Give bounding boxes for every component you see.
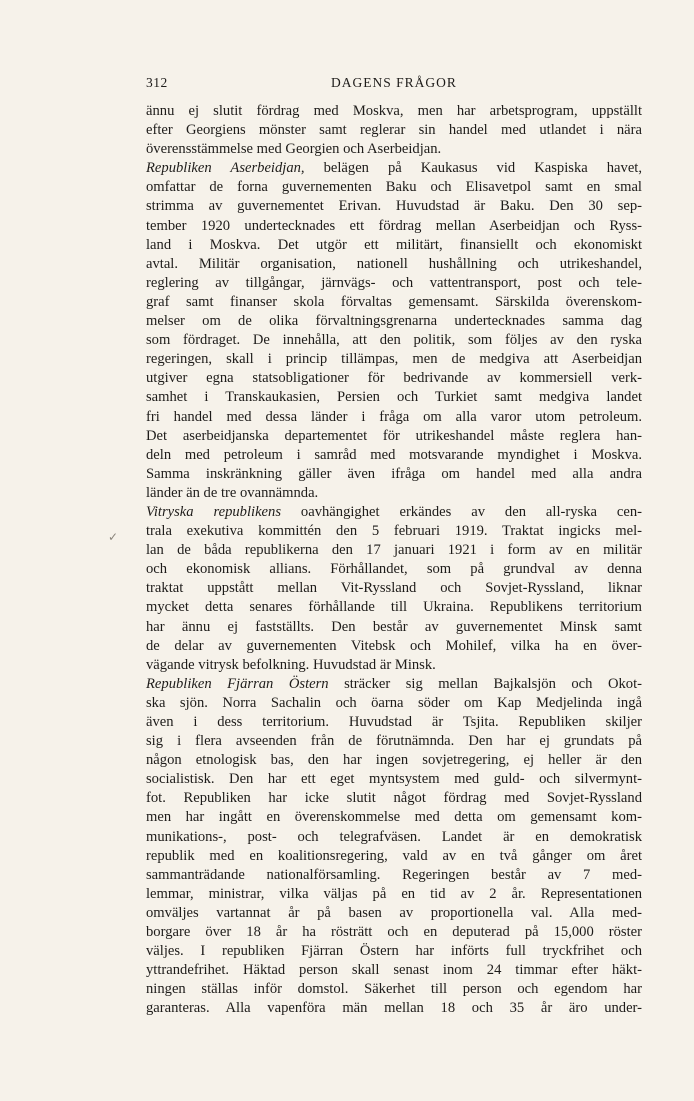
text-line <box>146 618 642 637</box>
line-text: mycket detta senares förhållande till Ukraina. Republikens territorium <box>146 599 642 616</box>
italic-heading: Republiken Aserbeidjan, <box>146 160 305 177</box>
text-line <box>146 598 642 617</box>
text-line <box>146 770 642 789</box>
text-line <box>146 274 642 293</box>
line-text: ningen ställas inför domstol. Säkerhet till person och egendom har <box>146 981 642 998</box>
text-line <box>146 789 642 808</box>
text-line <box>146 331 642 350</box>
line-text: trala exekutiva kommittén den 5 februari 1919. Traktat ingicks mel- <box>146 523 642 540</box>
line-text: överensstämmelse med Georgien och Aserbeidjan. <box>146 141 442 158</box>
text-line <box>146 522 642 541</box>
line-text: avtal. Militär organisation, nationell hushållning och utrikeshandel, <box>146 255 642 272</box>
text-line <box>146 751 642 770</box>
text-line <box>146 465 642 484</box>
text-line <box>146 560 642 579</box>
line-text: omfattar de forna guvernementen Baku och Elisavetpol samt en smal <box>146 179 642 196</box>
text-line <box>146 847 642 866</box>
text-line <box>146 236 642 255</box>
page-number: 312 <box>146 75 168 90</box>
line-text: oavhängighet erkändes av den all-ryska cen- <box>281 503 642 520</box>
line-text: reglering av tillgångar, järnvägs- och vattentransport, post och tele- <box>146 274 642 291</box>
text-line <box>146 159 642 178</box>
text-line <box>146 350 642 369</box>
text-line <box>146 980 642 999</box>
line-text: traktat uppstått mellan Vit-Ryssland och Sovjet-Ryssland, liknar <box>146 580 642 597</box>
line-text: någon etnologisk bas, den har ingen sovjetregering, ej heller är den <box>146 752 642 769</box>
line-text: omväljes vartannat år på basen av proportionella val. Alla med- <box>146 904 642 921</box>
line-text: och ekonomisk allians. Förhållandet, som på grundval av denna <box>146 561 642 578</box>
text-line <box>146 961 642 980</box>
line-text: ännu ej slutit fördrag med Moskva, men har arbetsprogram, uppställt <box>146 103 642 119</box>
line-text: samhet i Transkaukasien, Persien och Turkiet samt medgiva landet <box>146 389 642 406</box>
line-text: fot. Republiken har icke slutit något fördrag med Sovjet-Ryssland <box>146 790 642 807</box>
text-line <box>146 713 642 732</box>
line-text: väljes. I republiken Fjärran Östern har införts full tryckfrihet och <box>146 943 642 960</box>
text-line <box>146 637 642 656</box>
line-text: land i Moskva. Det utgör ett militärt, finansiellt och ekonomiskt <box>146 236 642 253</box>
line-text: länder än de tre ovannämnda. <box>146 484 319 501</box>
line-text: yttrandefrihet. Häktad person skall senast inom 24 timmar efter häkt- <box>146 962 642 979</box>
text-line <box>146 121 642 140</box>
text-line <box>146 102 642 121</box>
line-text: lan de båda republikerna den 17 januari 1921 i form av en militär <box>146 542 642 559</box>
line-text: melser om de olika förvaltningsgrenarna undertecknades samma dag <box>146 313 642 330</box>
page-header <box>146 75 642 95</box>
text-line <box>146 388 642 407</box>
line-text: graf samt finanser skola förvaltas gemensamt. Särskilda överenskom- <box>146 293 642 310</box>
text-line <box>146 197 642 216</box>
line-text: efter Georgiens mönster samt reglerar sin handel med utlandet i nära <box>146 122 642 139</box>
text-line <box>146 217 642 236</box>
text-line <box>146 732 642 751</box>
text-line <box>146 866 642 885</box>
text-line <box>146 923 642 942</box>
text-line <box>146 140 642 159</box>
text-line <box>146 369 642 388</box>
margin-mark-glyph: ✓ <box>108 530 119 544</box>
text-line <box>146 828 642 847</box>
line-text: lemmar, ministrar, vilka väljas på en tid av 2 år. Representationen <box>146 885 642 902</box>
text-line <box>146 579 642 598</box>
text-line <box>146 808 642 827</box>
line-text: ska sjön. Norra Sachalin och öarna söder om Kap Medjelinda ingå <box>146 694 642 711</box>
text-line <box>146 312 642 331</box>
line-text: socialistisk. Den har ett eget myntsystem med guld- och silvermynt- <box>146 771 642 788</box>
line-text: deln med petroleum i samråd med motsvarande myndighet i Moskva. <box>146 446 642 463</box>
line-text: men har ingått en överenskommelse med detta om gemensamt kom- <box>146 809 642 826</box>
text-line <box>146 293 642 312</box>
line-text: tember 1920 undertecknades ett fördrag mellan Aserbeidjan och Ryss- <box>146 217 642 234</box>
line-text: garanteras. Alla vapenföra män mellan 18 och 35 år äro under- <box>146 1000 642 1017</box>
text-line <box>146 503 642 522</box>
line-text: borgare över 18 år ha rösträtt och en deputerad på 15,000 röster <box>146 924 642 941</box>
line-text: Det aserbeidjanska departementet för utrikeshandel måste reglera han- <box>146 427 642 444</box>
text-line <box>146 178 642 197</box>
line-text: regeringen, skall i princip tillämpas, men de medgiva att Aserbeidjan <box>146 351 642 368</box>
line-text: strimma av guvernementet Erivan. Huvudstad är Baku. Den 30 sep- <box>146 198 642 215</box>
line-text: utgiver egna statsobligationer för bedrivande av kommersiell verk- <box>146 370 642 387</box>
body-text <box>146 102 642 1019</box>
line-text: sammanträdande nationalförsamling. Regeringen består av 7 med- <box>146 866 642 883</box>
running-head: DAGENS FRÅGOR <box>331 75 457 90</box>
line-text: belägen på Kaukasus vid Kaspiska havet, <box>304 160 643 177</box>
line-text: fri handel med dessa länder i fråga om alla varor utom petroleum. <box>146 408 642 425</box>
line-text: de delar av guvernementen Vitebsk och Mohilef, vilka ha en över- <box>146 637 642 654</box>
text-line <box>146 446 642 465</box>
text-line <box>146 675 642 694</box>
text-line <box>146 427 642 446</box>
text-line <box>146 408 642 427</box>
line-text: sig i flera avseenden från de förutnämnda. Den har ej grundats på <box>146 733 642 750</box>
text-line <box>146 942 642 961</box>
line-text: sträcker sig mellan Bajkalsjön och Okot- <box>328 675 642 692</box>
italic-heading: Vitryska republikens <box>146 503 282 520</box>
text-line <box>146 885 642 904</box>
text-line <box>146 484 642 503</box>
text-line <box>146 255 642 274</box>
line-text: vägande vitrysk befolkning. Huvudstad är Minsk. <box>146 656 436 673</box>
italic-heading: Republiken Fjärran Östern <box>146 675 329 692</box>
text-line <box>146 694 642 713</box>
text-line <box>146 541 642 560</box>
line-text: munikations-, post- och telegrafväsen. Landet är en demokratisk <box>146 828 642 845</box>
text-line <box>146 999 642 1018</box>
line-text: som fördraget. De innehålla, att den politik, som följes av den ryska <box>146 332 642 349</box>
line-text: har ännu ej fastställts. Den består av guvernementet Minsk samt <box>146 618 642 635</box>
line-text: Samma inskränkning gäller även ifråga om handel med alla andra <box>146 465 642 482</box>
text-line <box>146 656 642 675</box>
text-line <box>146 904 642 923</box>
line-text: även i dess territorium. Huvudstad är Tsjita. Republiken skiljer <box>146 714 642 730</box>
line-text: republik med en koalitionsregering, vald av en två gånger om året <box>146 847 642 864</box>
